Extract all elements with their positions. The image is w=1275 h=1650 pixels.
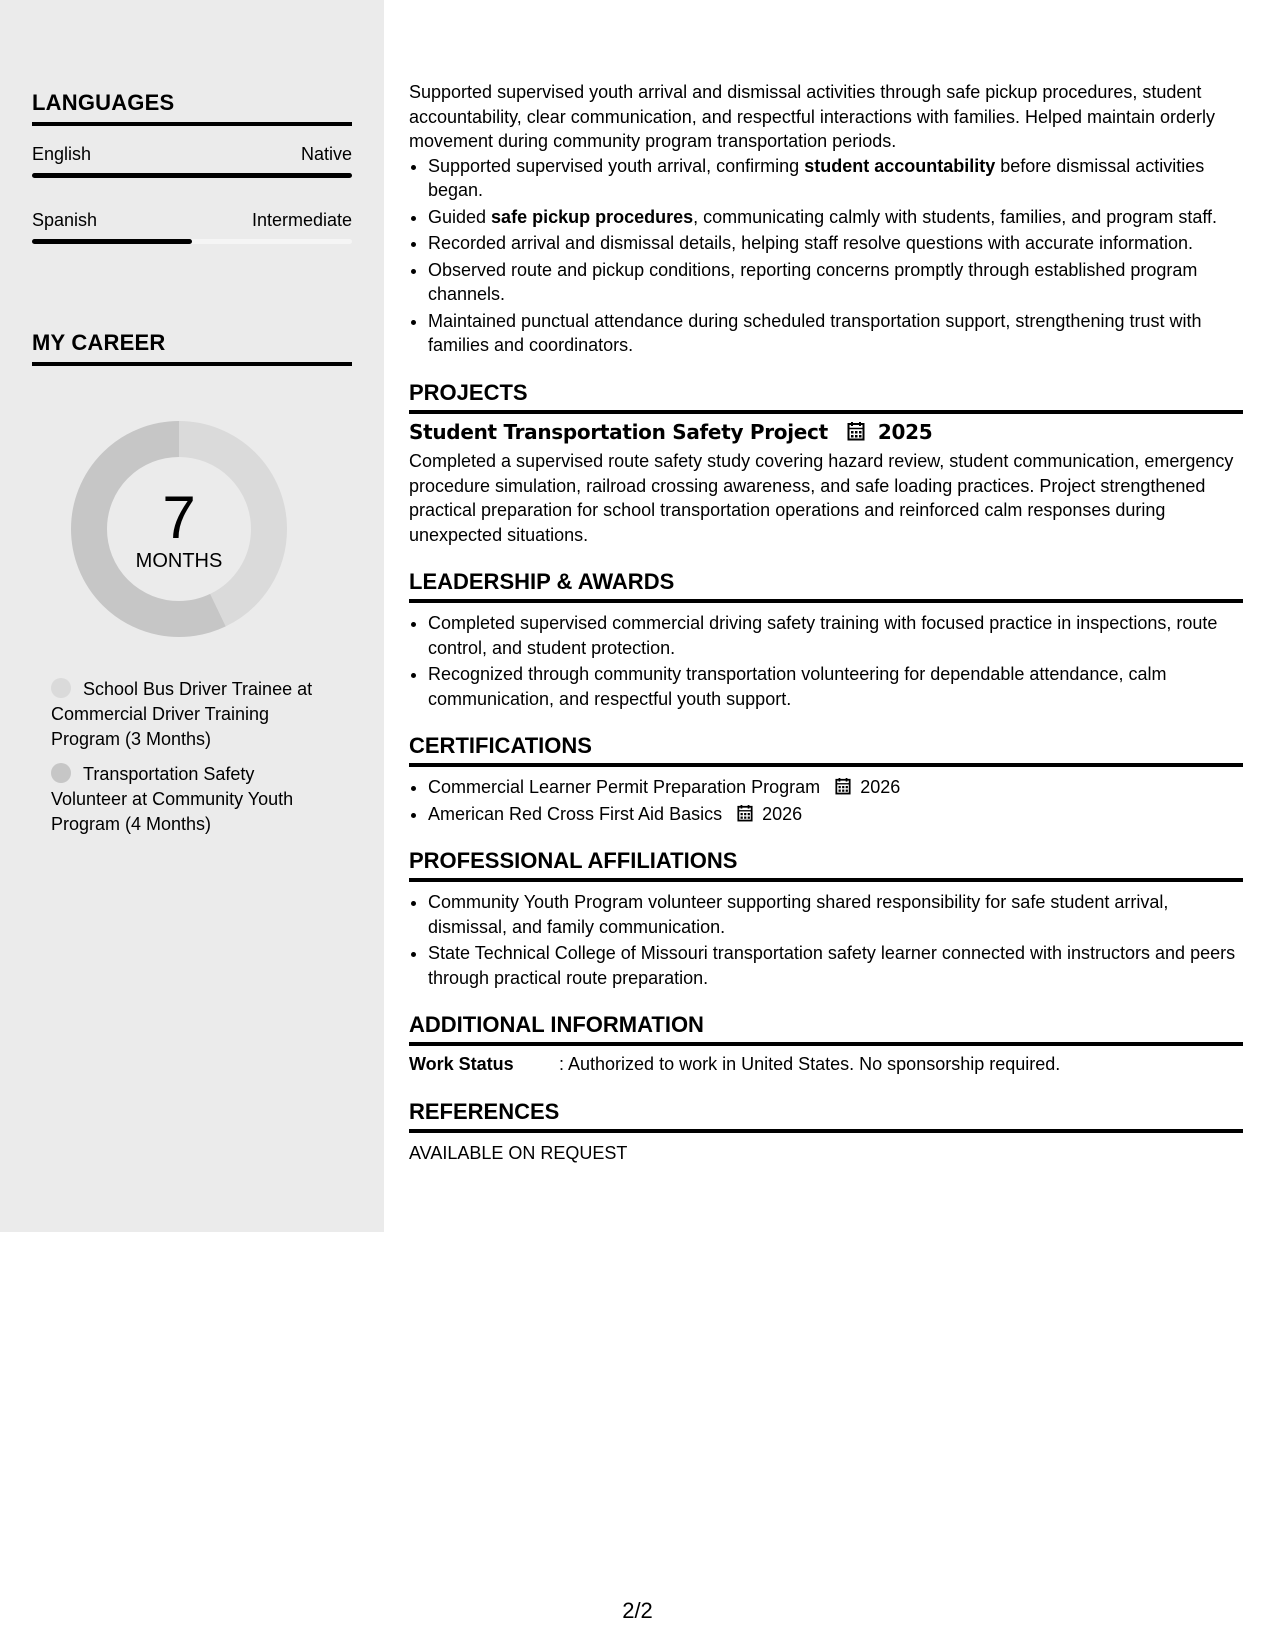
certification-name: Commercial Learner Permit Preparation Program (428, 777, 821, 797)
project-description: Completed a supervised route safety study covering hazard review, student communication, emergency procedure simulation, railroad crossing awareness, and safe loading practices. Project strengthened practical preparation for school transportation operations and reinforced calm responses during unexpected situations. (409, 451, 1234, 545)
work-status-row (409, 1052, 1243, 1077)
affiliations-heading: PROFESSIONAL AFFILIATIONS (409, 848, 1243, 882)
main-content (409, 80, 1243, 1165)
calendar-icon (737, 804, 753, 822)
language-name: English (32, 144, 92, 164)
certification-name: American Red Cross First Aid Basics (428, 803, 723, 824)
career-legend (51, 677, 331, 847)
career-heading: MY CAREER (32, 330, 352, 366)
calendar-icon (847, 421, 865, 441)
list-item: • Recognized through community transportation volunteering for dependable attendance, calm communication, and respectful youth support. (428, 662, 1243, 711)
references-text: AVAILABLE ON REQUEST (409, 1142, 628, 1163)
project-title-row (409, 420, 1243, 446)
leadership-heading: LEADERSHIP & AWARDS (409, 569, 1243, 603)
language-proficiency-bar (32, 173, 352, 178)
page-number: 2/2 (622, 1598, 653, 1623)
career-total-number: 7 (162, 484, 196, 551)
list-item (428, 802, 1243, 827)
list-item: • Supported supervised youth arrival, confirming student accountability before dismissal activities began. (428, 154, 1243, 203)
experience-bullets (409, 154, 1243, 358)
project-title: Student Transportation Safety Project (409, 419, 828, 444)
list-item: • Maintained punctual attendance during scheduled transportation support, strengthening trust with families and coordinators. (428, 309, 1243, 358)
certifications-list (409, 775, 1243, 826)
project-year: 2025 (877, 419, 933, 444)
language-proficiency-fill (32, 173, 352, 178)
legend-dot-icon (51, 763, 71, 783)
certifications-heading: CERTIFICATIONS (409, 733, 1243, 767)
list-item: • Community Youth Program volunteer supporting shared responsibility for safe student arrival, dismissal, and family communication. (428, 890, 1243, 939)
certification-year: 2026 (762, 803, 803, 824)
career-donut-chart (66, 416, 292, 642)
certification-year: 2026 (860, 777, 901, 797)
language-level: Intermediate (251, 210, 352, 230)
career-section (32, 330, 352, 366)
languages-section (32, 90, 352, 244)
language-item (32, 210, 352, 244)
career-total-unit: MONTHS (135, 550, 223, 572)
list-item: • Guided safe pickup procedures, communicating calmly with students, families, and program staff. (428, 205, 1243, 230)
list-item: • Completed supervised commercial driving safety training with focused practice in inspections, route control, and student protection. (428, 611, 1243, 660)
career-donut-center (66, 416, 292, 642)
career-legend-label: Transportation Safety Volunteer at Community Youth Program (4 Months) (51, 764, 294, 834)
calendar-icon (835, 777, 851, 795)
career-legend-label: School Bus Driver Trainee at Commercial Driver Training Program (3 Months) (51, 679, 313, 749)
language-proficiency-bar (32, 239, 352, 244)
language-item (32, 144, 352, 178)
additional-info-heading: ADDITIONAL INFORMATION (409, 1012, 1243, 1046)
affiliations-list (409, 890, 1243, 990)
language-proficiency-fill (32, 239, 192, 244)
work-status-value: : Authorized to work in United States. No sponsorship required. (559, 1054, 1061, 1074)
language-name: Spanish (32, 210, 98, 230)
languages-heading: LANGUAGES (32, 90, 352, 126)
list-item: • Observed route and pickup conditions, reporting concerns promptly through established program channels. (428, 258, 1243, 307)
career-legend-item (51, 677, 331, 752)
leadership-list (409, 611, 1243, 711)
career-legend-item (51, 762, 331, 837)
language-level: Native (300, 144, 352, 164)
experience-summary: Supported supervised youth arrival and dismissal activities through safe pickup procedures, student accountability, clear communication, and respectful interactions with families. Helped maintain orderly movement during community program transportation periods. (409, 82, 1216, 151)
references-heading: REFERENCES (409, 1099, 1243, 1133)
legend-dot-icon (51, 678, 71, 698)
projects-heading: PROJECTS (409, 380, 1243, 414)
list-item: • Recorded arrival and dismissal details, helping staff resolve questions with accurate information. (428, 231, 1243, 256)
list-item: • State Technical College of Missouri transportation safety learner connected with instructors and peers through practical route preparation. (428, 941, 1243, 990)
list-item (428, 775, 1243, 800)
work-status-label: Work Status (409, 1054, 514, 1074)
